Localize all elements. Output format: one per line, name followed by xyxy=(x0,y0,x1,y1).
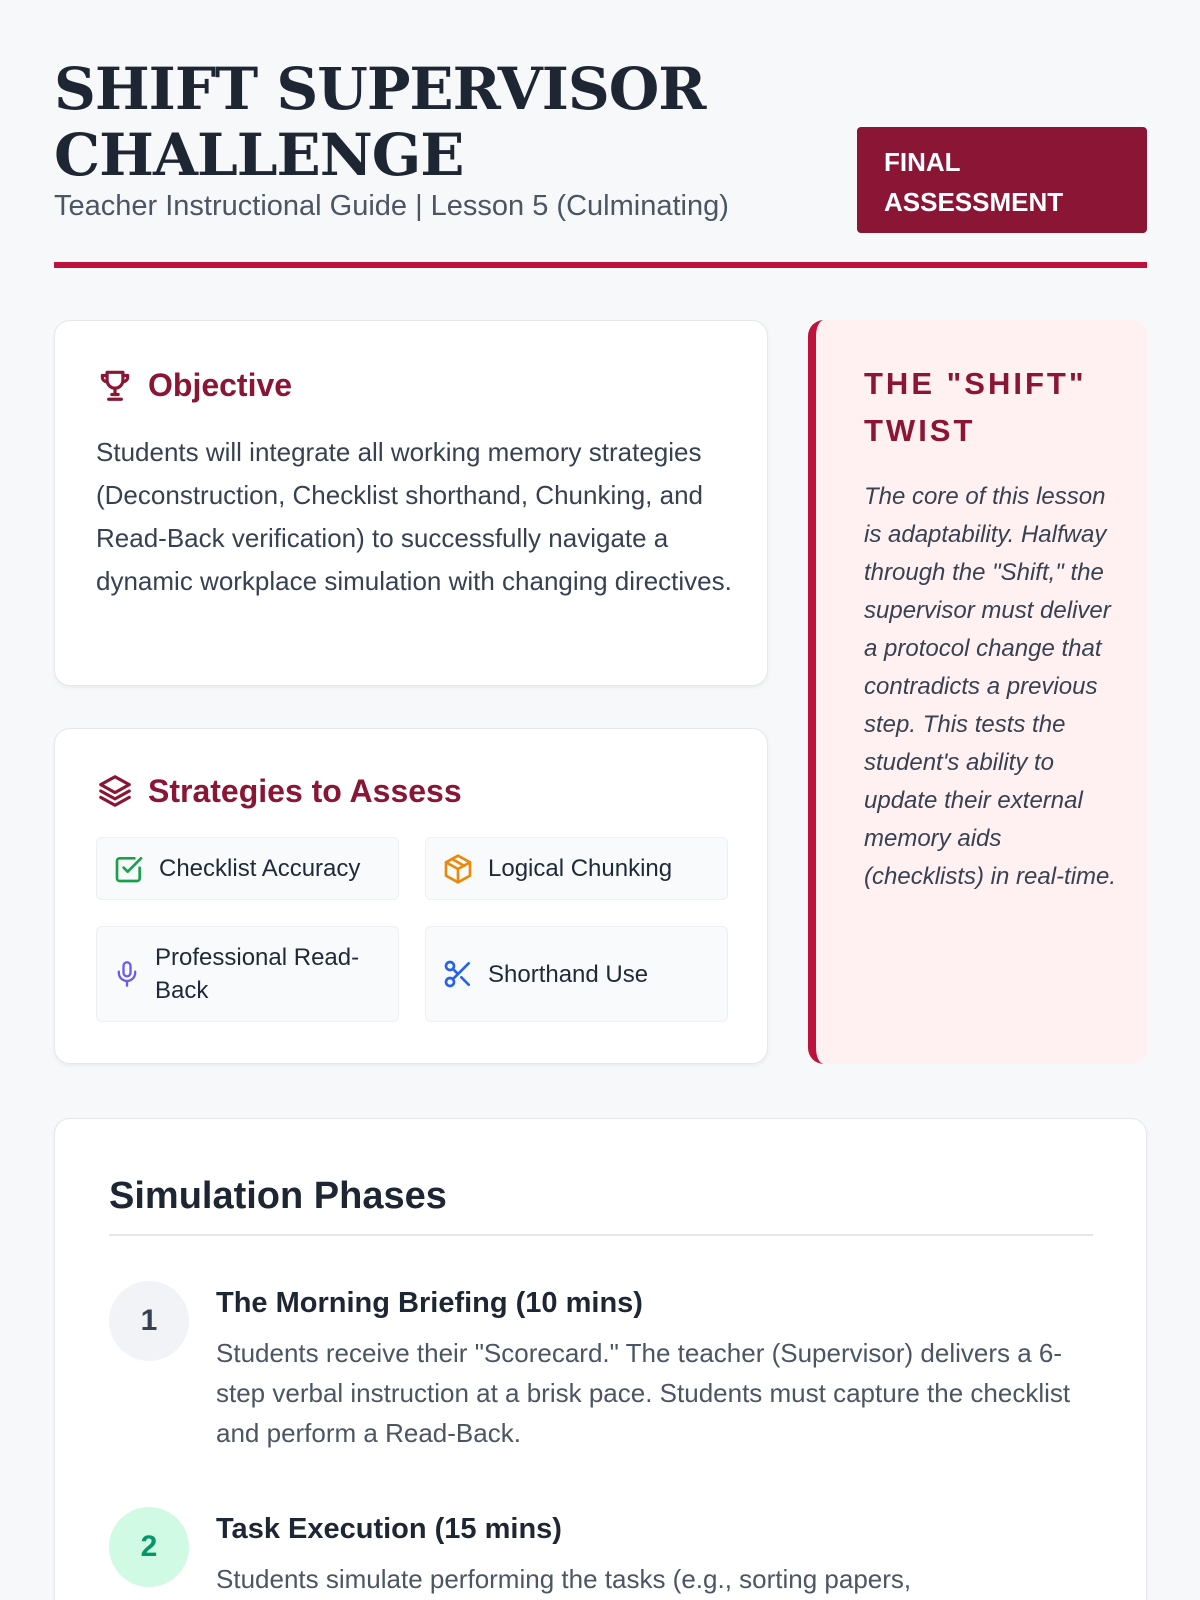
twist-text: The core of this lesson is adaptability. Halfway through the "Shift," the supervisor must deliver a protocol change that contradicts a previous step. This tests the student's ability to update their external memory aids (checklists) in real-time. xyxy=(864,483,1117,890)
strategy-label: Logical Chunking xyxy=(488,855,673,882)
objective-text: Students will integrate all working memory strategies (Deconstruction, Checklist shorthand, Chunking, and Read-Back verification) to successfully navigate a dynamic workplace simulation with changing directives. xyxy=(96,437,732,596)
phase-title: Task Execution (15 mins) xyxy=(216,1513,562,1545)
trophy-icon xyxy=(96,365,134,405)
objective-card xyxy=(54,320,768,686)
strategy-label: Checklist Accuracy xyxy=(159,855,361,882)
strategy-label: Professional Read-Back xyxy=(155,944,360,1004)
phase-number-badge: 1 xyxy=(109,1281,189,1361)
final-assessment-badge: FINAL ASSESSMENT xyxy=(857,127,1147,233)
cube-icon xyxy=(442,853,474,885)
strategies-title: Strategies to Assess xyxy=(148,772,462,809)
simulation-phases-card xyxy=(54,1118,1147,1600)
page-subtitle: Teacher Instructional Guide | Lesson 5 (Culminating) xyxy=(54,190,729,222)
strategies-heading xyxy=(96,771,462,811)
objective-title: Objective xyxy=(148,366,293,403)
scissors-icon xyxy=(442,958,474,990)
phase-description: Students simulate performing the tasks (e.g., sorting papers, xyxy=(216,1564,912,1594)
checkbox-icon xyxy=(113,853,145,885)
strategy-shorthand-use xyxy=(425,926,728,1022)
phase-description: Students receive their "Scorecard." The teacher (Supervisor) delivers a 6-step verbal instruction at a brisk pace. Students must capture the checklist and perform a Read-Back. xyxy=(216,1338,1071,1448)
microphone-icon xyxy=(113,959,141,989)
shift-twist-callout xyxy=(808,320,1147,1064)
layers-icon xyxy=(96,771,134,811)
phase-title: The Morning Briefing (10 mins) xyxy=(216,1287,643,1319)
page-title: SHIFT SUPERVISOR CHALLENGE xyxy=(54,55,706,189)
twist-title: THE "SHIFT" TWIST xyxy=(864,366,1087,448)
strategy-professional-read-back xyxy=(96,926,399,1022)
strategy-logical-chunking xyxy=(425,837,728,900)
page-header xyxy=(54,56,1147,268)
strategies-card xyxy=(54,728,768,1064)
phases-title: Simulation Phases xyxy=(109,1175,1093,1236)
phase-number-badge: 2 xyxy=(109,1507,189,1587)
objective-heading xyxy=(96,365,292,405)
strategy-checklist-accuracy xyxy=(96,837,399,900)
strategy-label: Shorthand Use xyxy=(488,960,649,988)
